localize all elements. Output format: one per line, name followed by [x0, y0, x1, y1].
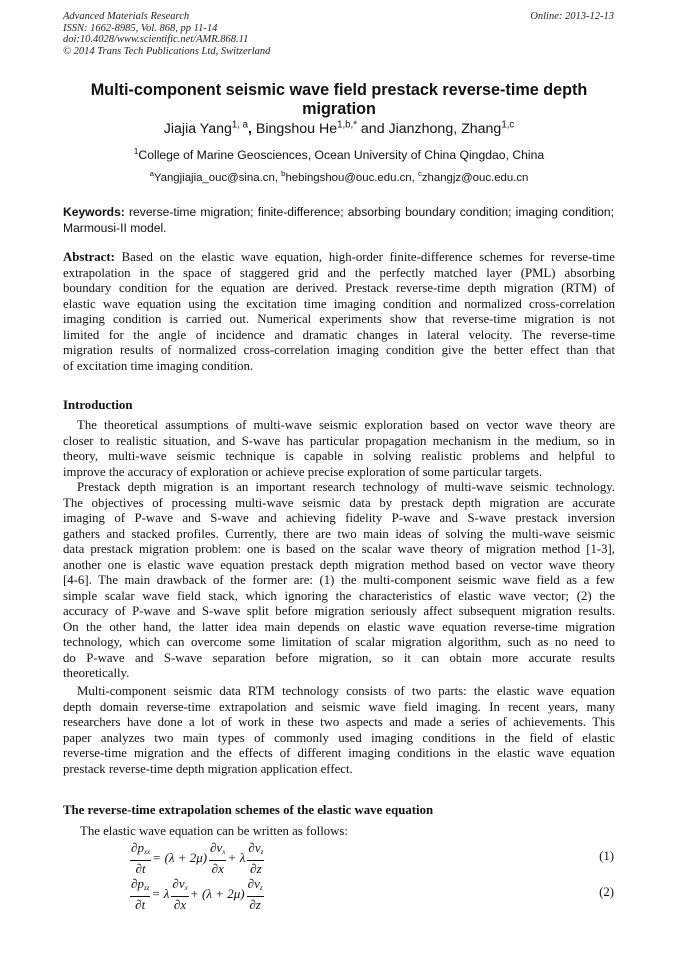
author-list: [63, 121, 615, 138]
variable: x: [218, 861, 224, 876]
fraction: [209, 840, 226, 876]
partial-symbol: ∂: [131, 840, 138, 855]
coefficient: λ: [239, 850, 246, 865]
text-line: Prestack depth migration is an important research technology of multi-wave seismic technology.: [77, 480, 615, 494]
author-and: and: [356, 121, 389, 137]
text-line: The objectives of processing multi-wave seismic data by prestack depth migration are accurate: [63, 495, 615, 510]
paper-title: [63, 81, 615, 119]
section-heading-extrapolation: The reverse-time extrapolation schemes of the elastic wave equation: [63, 803, 434, 817]
variable: v: [254, 876, 260, 891]
partial-symbol: ∂: [210, 840, 217, 855]
intro-paragraph-1: [63, 418, 615, 480]
text-line: depth domain reverse-time extrapolation and seismic wave field imaging. In recent years, many: [63, 699, 615, 714]
email-sup: a: [149, 169, 154, 179]
author-emails: [63, 171, 615, 186]
variable: t: [141, 861, 146, 876]
email-sup: c: [417, 169, 422, 179]
keywords: [63, 205, 614, 236]
author-name: Bingshou He: [255, 121, 338, 137]
partial-symbol: ∂: [250, 861, 257, 876]
email-link[interactable]: hebingshou@ouc.edu.cn,: [285, 172, 418, 184]
abstract-label: Abstract:: [63, 250, 115, 264]
equation-number-1: (1): [599, 849, 614, 863]
equation-intro: [80, 824, 580, 840]
fraction: [247, 876, 264, 912]
title-line-1: Multi-component seismic wave field prestack reverse-time depth: [90, 81, 588, 99]
doi-line: doi:10.4028/www.scientific.net/AMR.868.11: [63, 34, 249, 46]
keywords-label: Keywords:: [63, 205, 125, 219]
text-line: boundary condition for the equation are derived. Prestack reverse-time depth migration (RTM) of: [63, 281, 615, 295]
email-link[interactable]: Yangjiajia_ouc@sina.cn,: [153, 172, 282, 184]
text-line: On the other hand, the latter idea main depends on elastic wave equation reverse-time migration: [63, 619, 615, 634]
variable: t: [141, 897, 146, 912]
variable: p: [137, 876, 144, 891]
equation-2: [130, 876, 264, 912]
partial-symbol: ∂: [135, 861, 142, 876]
text-line: simple scalar wave field stack, which ignoring the characteristics of elastic wave vector; (2) the: [63, 588, 615, 603]
text-line: extrapolation in the space of staggered grid and the perfectly matched layer (PML) absorbing: [63, 265, 615, 280]
text-line: imaging of P-wave and S-wave and achieving fidelity P-wave and S-wave prestack inversion: [63, 511, 615, 525]
journal-name: Advanced Materials Research: [63, 11, 190, 22]
online-date: Online: 2013-12-13: [530, 11, 614, 22]
fraction: [130, 840, 151, 876]
intro-paragraph-3: [63, 684, 615, 777]
text-line: imaging condition is carried out. Numerical experiments show that reverse-time migration is not: [63, 312, 615, 326]
variable: v: [254, 840, 261, 855]
text-line: The elastic wave equation can be written as follows:: [80, 824, 348, 838]
partial-symbol: ∂: [211, 861, 219, 876]
variable: v: [178, 876, 185, 891]
partial-symbol: ∂: [173, 897, 181, 912]
title-line-2: migration: [302, 100, 376, 118]
coefficient: (λ + 2μ): [202, 886, 245, 901]
abstract: [63, 250, 615, 374]
journal-header: [63, 11, 270, 57]
author-separator: ,: [247, 121, 256, 137]
plus-sign: +: [228, 850, 236, 865]
partial-symbol: ∂: [247, 876, 255, 891]
partial-symbol: ∂: [131, 876, 138, 891]
fraction: [247, 840, 264, 876]
variable: z: [255, 897, 261, 912]
plus-sign: +: [190, 886, 199, 901]
author-sup: 1,c: [501, 119, 515, 131]
text-line: data prestack migration problem: one is based on the scalar wave theory of migration method [1-3],: [63, 542, 615, 556]
copyright-line: © 2014 Trans Tech Publications Ltd, Switzerland: [63, 45, 271, 57]
author-name: Jianzhong, Zhang: [388, 121, 502, 137]
section-heading-introduction: Introduction: [63, 398, 133, 412]
fraction: [130, 876, 150, 912]
affiliation-sup: 1: [133, 145, 139, 156]
equals-sign: =: [152, 886, 160, 901]
author-sup: 1,b,*: [337, 119, 357, 131]
text-line: theoretically.: [63, 666, 130, 680]
text-line: elastic wave equation using the excitation time imaging condition and normalized cross-correlation: [63, 296, 615, 311]
intro-paragraph-2: [63, 480, 615, 682]
text-line: reverse-time migration and the effects of different imaging conditions in the elastic wave equation: [63, 746, 615, 760]
text-line: gathers and stacked profiles. Currently, there are two main ideas of solving the multi-wave seismic: [63, 526, 615, 541]
text-line: The theoretical assumptions of multi-wave seismic exploration based on vector wave theory are: [77, 418, 615, 432]
subscript: z: [259, 884, 263, 892]
text-line: Based on the elastic wave equation, high-order finite-difference schemes for reverse-time: [114, 250, 615, 264]
partial-symbol: ∂: [135, 897, 142, 912]
text-line: paper analyzes two main types of commonly used imaging conditions in the field of elastic: [63, 730, 615, 745]
text-line: limited for the angle of incidence and dramatic changes in lateral velocity. The reverse-time: [63, 327, 615, 342]
variable: x: [180, 897, 187, 912]
subscript: zz: [143, 884, 150, 892]
affiliation: [63, 145, 615, 163]
text-line: another one is elastic wave equation prestack depth migration method based on vector wave theory: [63, 557, 615, 572]
text-line: theory, multi-wave seismic technique is capable in solving realistic problems and helpful to: [63, 449, 615, 463]
affiliation-text: College of Marine Geosciences, Ocean University of China Qingdao, China: [138, 148, 545, 162]
text-line: improve the accuracy of exploration or achieve precise exploration of some particular targets.: [63, 464, 543, 479]
text-line: prestack reverse-time depth migration application effect.: [63, 761, 353, 776]
subscript: x: [184, 884, 188, 892]
partial-symbol: ∂: [172, 876, 179, 891]
keywords-text: reverse-time migration; finite-difference; absorbing boundary condition; imaging condition; Marmousi-II model.: [63, 205, 614, 235]
text-line: Multi-component seismic data RTM technology consists of two parts: the elastic wave equation: [77, 684, 615, 698]
partial-symbol: ∂: [248, 840, 255, 855]
coefficient: λ: [163, 886, 170, 901]
author-name: Jiajia Yang: [163, 121, 232, 137]
fraction: [171, 876, 188, 912]
text-line: technology, which can overcome some limitation of scalar migration algorithm, such as no need to: [63, 635, 615, 649]
subscript: x: [222, 848, 226, 856]
subscript: z: [260, 848, 264, 856]
equals-sign: =: [153, 850, 161, 865]
variable: p: [137, 840, 144, 855]
text-line: accuracy of P-wave and S-wave split before migration seriously affect subsequent migration results.: [63, 604, 615, 618]
subscript: xx: [143, 848, 151, 856]
author-sup: 1, a: [231, 119, 248, 131]
email-sup: b: [281, 169, 286, 179]
text-line: migration results of normalized cross-correlation imaging condition give the better effect than that: [63, 343, 615, 357]
equation-number-2: (2): [599, 885, 614, 899]
variable: z: [256, 861, 262, 876]
text-line: of excitation time imaging condition.: [63, 358, 254, 373]
coefficient: (λ + 2μ): [164, 850, 208, 865]
variable: v: [216, 840, 223, 855]
text-line: do P-wave and S-wave separation before migration, so it can obtain more accurate results: [63, 650, 615, 665]
partial-symbol: ∂: [249, 897, 256, 912]
email-link[interactable]: zhangjz@ouc.edu.cn: [421, 172, 529, 184]
equation-1: [130, 840, 264, 876]
text-line: [4-6]. The main drawback of the former are: (1) the multi-component seismic wave field as a few: [63, 573, 615, 587]
text-line: researchers have done a lot of work in these two aspects and made a series of achievements. This: [63, 715, 615, 729]
issn-line: ISSN: 1662-8985, Vol. 868, pp 11-14: [63, 22, 218, 34]
text-line: closer to realistic situation, and S-wave has particular propagation mechanism in the medium, so in: [63, 433, 615, 448]
